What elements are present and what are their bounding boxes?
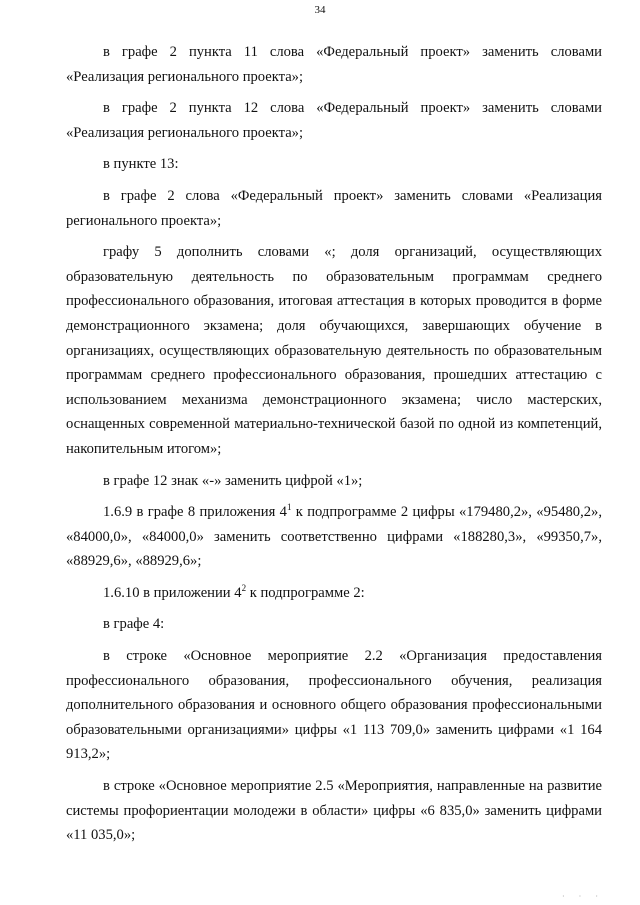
superscript-1: 1 (286, 502, 292, 513)
paragraph-item-13-column-2: в графе 2 слова «Федеральный проект» заменить словами «Реализация регионального проекта»; (66, 187, 602, 229)
paragraph-item-13-column-5: графу 5 дополнить словами «; доля организаций, осуществляющих образовательную деятельность по образовательным программам среднего профессионального образования, итоговая аттестация в которых проводится в форме демонстрационного экзамена; доля обучающихся, завершающих обучение в организациях, осуществляющих образовательную деятельность по образовательным программам среднего профессионального образования, прошедших аттестацию с использованием механизма демонстрационного экзамена; число мастерских, оснащенных современной материально-технической базой по одной из компетенций, накопительным итогом»; (66, 244, 602, 457)
paragraph-1-6-9 (66, 500, 602, 574)
paragraph-item-13-column-12: в графе 12 знак «-» заменить цифрой «1»; (103, 472, 363, 489)
superscript-2: 2 (241, 582, 247, 593)
paragraph-activity-2-5: в строке «Основное мероприятие 2.5 «Мероприятия, направленные на развитие системы профориентации молодежи в области» цифры «6 835,0» заменить цифрами «11 035,0»; (66, 778, 602, 844)
paragraph-column-4: в графе 4: (103, 616, 165, 633)
paragraph-1-6-9-start: 1.6.9 в графе 8 приложения 4 (103, 504, 287, 521)
document-body (66, 40, 602, 855)
page-number: 34 (314, 4, 326, 16)
paragraph-1-6-9-end: к подпрограмме 2 цифры «179480,2», «95480,2», «84000,0», «84000,0» заменить соответственно цифрами «188280,3», «99350,7», «88929,6», «88929,6»; (66, 504, 602, 570)
scan-marks: · · · (562, 892, 604, 901)
paragraph-activity-2-2: в строке «Основное мероприятие 2.2 «Организация предоставления профессионального образования, профессионального обучения, реализация дополнительного образования и основного общего образования профессиональными образовательными организациями» цифры «1 113 709,0» заменить цифрами «1 164 913,2»; (66, 648, 602, 763)
paragraph-item-13-intro: в пункте 13: (103, 156, 179, 173)
paragraph-1-6-10-start: 1.6.10 в приложении 4 (103, 584, 242, 601)
paragraph-item-11: в графе 2 пункта 11 слова «Федеральный проект» заменить словами «Реализация регионального проекта»; (66, 44, 602, 85)
paragraph-1-6-10-end: к подпрограмме 2: (246, 584, 365, 601)
paragraph-item-12: в графе 2 пункта 12 слова «Федеральный проект» заменить словами «Реализация регионального проекта»; (66, 100, 602, 141)
paragraph-1-6-10 (66, 581, 602, 606)
